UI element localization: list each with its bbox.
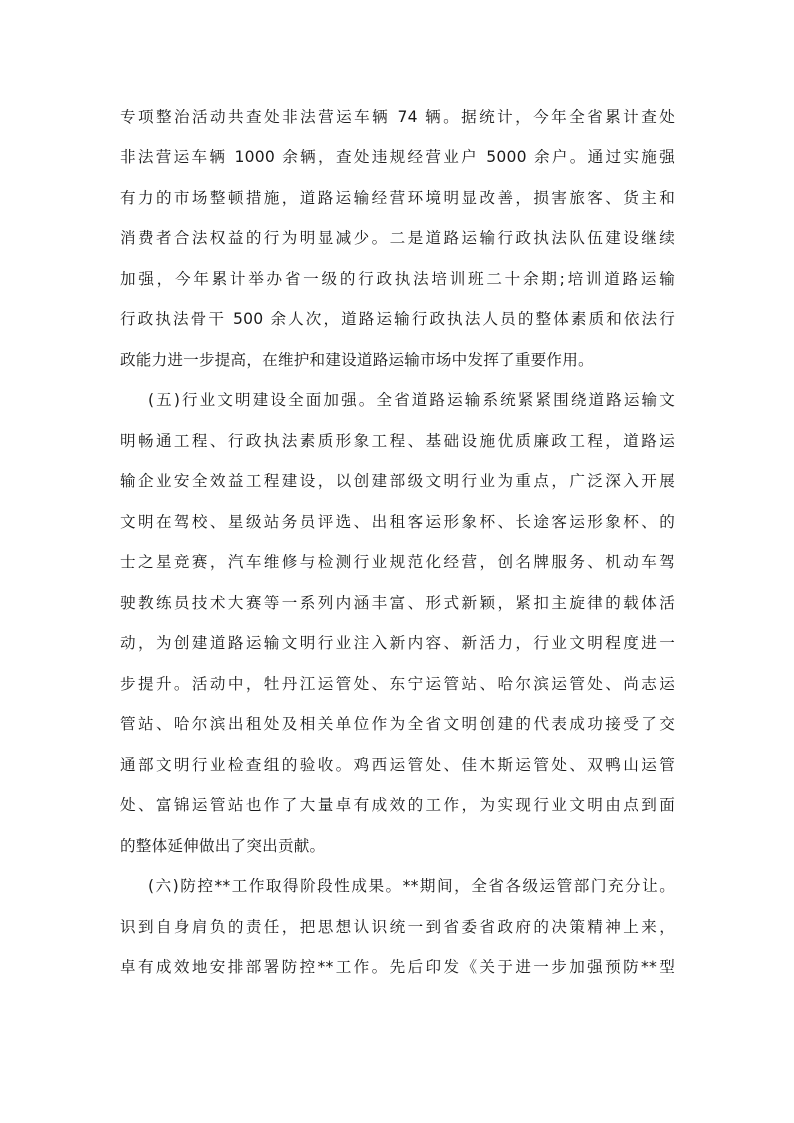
text-line: 政能力进一步提高，在维护和建设道路运输市场中发挥了重要作用。 — [120, 351, 594, 369]
text-line: 动，为创建道路运输文明行业注入新内容、新活力，行业文明程度进一 — [120, 634, 675, 652]
text-line: 步提升。活动中，牡丹江运管处、东宁运管站、哈尔滨运管处、尚志运 — [120, 675, 675, 693]
text-line: 行政执法骨干 500 余人次，道路运输行政执法人员的整体素质和依法行 — [120, 310, 675, 328]
text-line: 明畅通工程、行政执法素质形象工程、基础设施优质廉政工程，道路运 — [120, 432, 675, 450]
text-line: 有力的市场整顿措施，道路运输经营环境明显改善，损害旅客、货主和 — [120, 189, 675, 207]
paragraph-heading-line: (五)行业文明建设全面加强。全省道路运输系统紧紧围绕道路运输文 — [148, 391, 675, 409]
text-line: 非法营运车辆 1000 余辆，查处违规经营业户 5000 余户。通过实施强 — [120, 148, 675, 166]
text-line: 士之星竞赛，汽车维修与检测行业规范化经营，创名牌服务、机动车驾 — [120, 553, 675, 571]
text-line: 通部文明行业检查组的验收。鸡西运管处、佳木斯运管处、双鸭山运管 — [120, 756, 675, 774]
text-line: 的整体延伸做出了突出贡献。 — [120, 837, 326, 855]
text-line: 消费者合法权益的行为明显减少。二是道路运输行政执法队伍建设继续 — [120, 229, 675, 247]
text-line: 管站、哈尔滨出租处及相关单位作为全省文明创建的代表成功接受了交 — [120, 715, 675, 733]
text-line: 卓有成效地安排部署防控**工作。先后印发《关于进一步加强预防**型 — [120, 958, 675, 976]
text-line: 文明在驾校、星级站务员评选、出租客运形象杯、长途客运形象杯、的 — [120, 513, 675, 531]
text-line: 加强，今年累计举办省一级的行政执法培训班二十余期;培训道路运输 — [120, 270, 675, 288]
text-line: 处、富锦运管站也作了大量卓有成效的工作，为实现行业文明由点到面 — [120, 796, 675, 814]
text-line: 输企业安全效益工程建设，以创建部级文明行业为重点，广泛深入开展 — [120, 472, 675, 490]
text-line: 专项整治活动共查处非法营运车辆 74 辆。据统计，今年全省累计查处 — [120, 108, 675, 126]
text-line: 识到自身肩负的责任，把思想认识统一到省委省政府的决策精神上来， — [120, 918, 675, 936]
paragraph-heading-line: (六)防控**工作取得阶段性成果。**期间，全省各级运管部门充分让。 — [148, 877, 675, 895]
text-line: 驶教练员技术大赛等一系列内涵丰富、形式新颖，紧扣主旋律的载体活 — [120, 594, 675, 612]
